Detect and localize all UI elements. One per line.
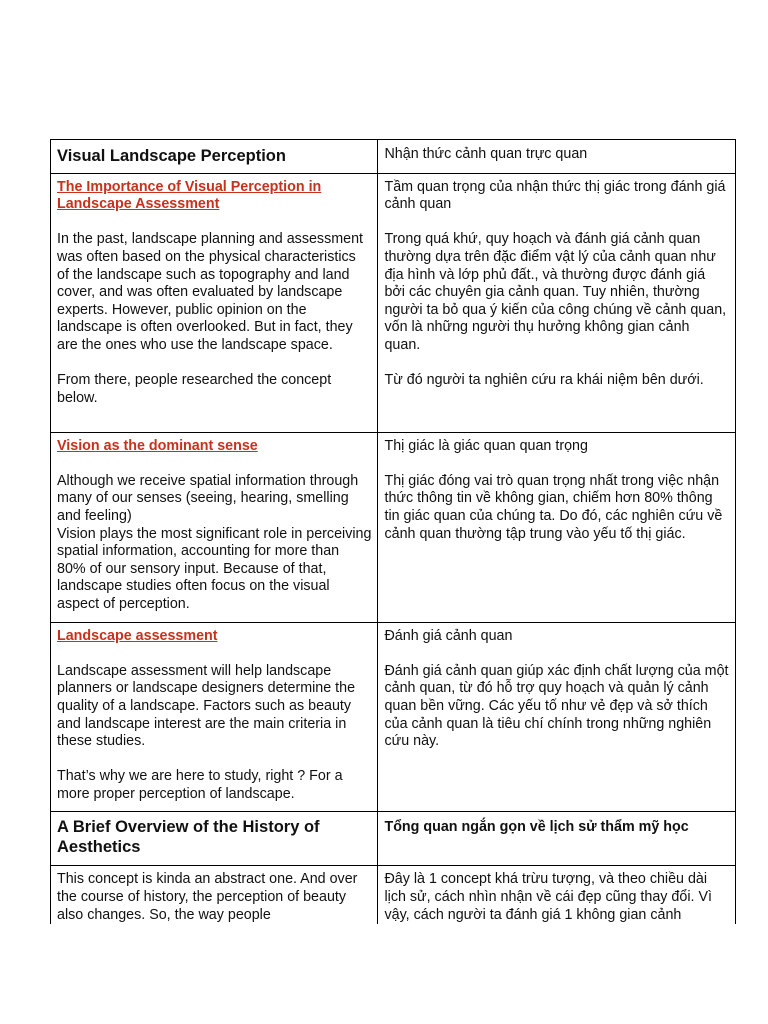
paragraph-en: Although we receive spatial information through many of our senses (seeing, hearing, smelling and feeling)	[57, 472, 359, 524]
english-cell	[51, 140, 378, 174]
subheading-vi: Thị giác là giác quan quan trọng	[384, 437, 588, 454]
paragraph-en: This concept is kinda an abstract one. And over the course of history, the perception of beauty also changes. So, the way people	[57, 871, 358, 923]
subheading-en: Vision as the dominant sense	[57, 437, 258, 454]
table-row	[51, 140, 736, 174]
english-cell	[51, 432, 378, 622]
vietnamese-cell	[378, 622, 736, 812]
vietnamese-cell	[378, 140, 736, 174]
section-title-vi: Tổng quan ngắn gọn về lịch sử thẩm mỹ học	[384, 819, 689, 836]
subheading-en: Landscape assessment	[57, 627, 218, 644]
english-cell	[51, 173, 378, 432]
subheading-vi: Đánh giá cảnh quan	[384, 627, 513, 644]
table-row	[51, 812, 736, 866]
paragraph-vi: Thị giác đóng vai trò quan trọng nhất trong việc nhận thức thông tin về không gian, chiếm hơn 80% thông tin giác quan của chúng ta. Do đó, các nghiên cứu về cảnh quan thường tập trung vào yếu tố thị giác.	[384, 472, 723, 542]
vietnamese-cell	[378, 173, 736, 432]
subheading-en: The Importance of Visual Perception in Landscape Assessment	[57, 178, 322, 213]
vietnamese-cell	[378, 812, 736, 866]
table-row	[51, 432, 736, 622]
paragraph-en: Landscape assessment will help landscape planners or landscape designers determine the quality of a landscape. Factors such as beauty and landscape interest are the main criteria in these studies.	[57, 662, 356, 750]
paragraph-vi: Trong quá khứ, quy hoạch và đánh giá cảnh quan thường dựa trên đặc điểm vật lý của cảnh quan như địa hình và lớp phủ đất., và thường được đánh giá bởi các chuyên gia cảnh quan. Tuy nhiên, thường người ta bỏ qua ý kiến của công chúng về cảnh quan, vốn là những người thụ hưởng không gian cảnh quan.	[384, 231, 727, 353]
table-row	[51, 866, 736, 924]
section-title-en: A Brief Overview of the History of Aesthetics	[57, 818, 320, 857]
english-cell	[51, 866, 378, 924]
table-row	[51, 622, 736, 812]
section-title-vi: Nhận thức cảnh quan trực quan	[384, 146, 588, 162]
paragraph-vi: Đây là 1 concept khá trừu tượng, và theo chiều dài lịch sử, cách nhìn nhận về cái đẹp cũng thay đổi. Vì vậy, cách người ta đánh giá 1 không gian cảnh	[384, 871, 712, 923]
vietnamese-cell	[378, 866, 736, 924]
paragraph-en: In the past, landscape planning and assessment was often based on the physical characteristics of the landscape such as topography and land cover, and was often evaluated by landscape experts. However, public opinion on the landscape is often overlooked. But in fact, they are the ones who use the landscape space.	[57, 231, 364, 353]
paragraph-vi: Đánh giá cảnh quan giúp xác định chất lượng của một cảnh quan, từ đó hỗ trợ quy hoạch và quản lý cảnh quan bền vững. Các yếu tố như vẻ đẹp và sở thích của cảnh quan là tiêu chí chính trong những nghiên cứu này.	[384, 662, 729, 750]
paragraph-en: From there, people researched the concept below.	[57, 372, 332, 406]
paragraph-en: Vision plays the most significant role in perceiving spatial information, accounting for more than 80% of our sensory input. Because of that, landscape studies often focus on the visual aspect of perception.	[57, 525, 372, 612]
vietnamese-cell	[378, 432, 736, 622]
paragraph-en: That’s why we are here to study, right ? For a more proper perception of landscape.	[57, 768, 343, 802]
bilingual-table	[50, 139, 736, 924]
section-title-en: Visual Landscape Perception	[57, 147, 286, 165]
paragraph-vi: Từ đó người ta nghiên cứu ra khái niệm bên dưới.	[384, 372, 704, 389]
english-cell	[51, 622, 378, 812]
table-row	[51, 173, 736, 432]
subheading-vi: Tầm quan trọng của nhận thức thị giác trong đánh giá cảnh quan	[384, 178, 726, 213]
english-cell	[51, 812, 378, 866]
